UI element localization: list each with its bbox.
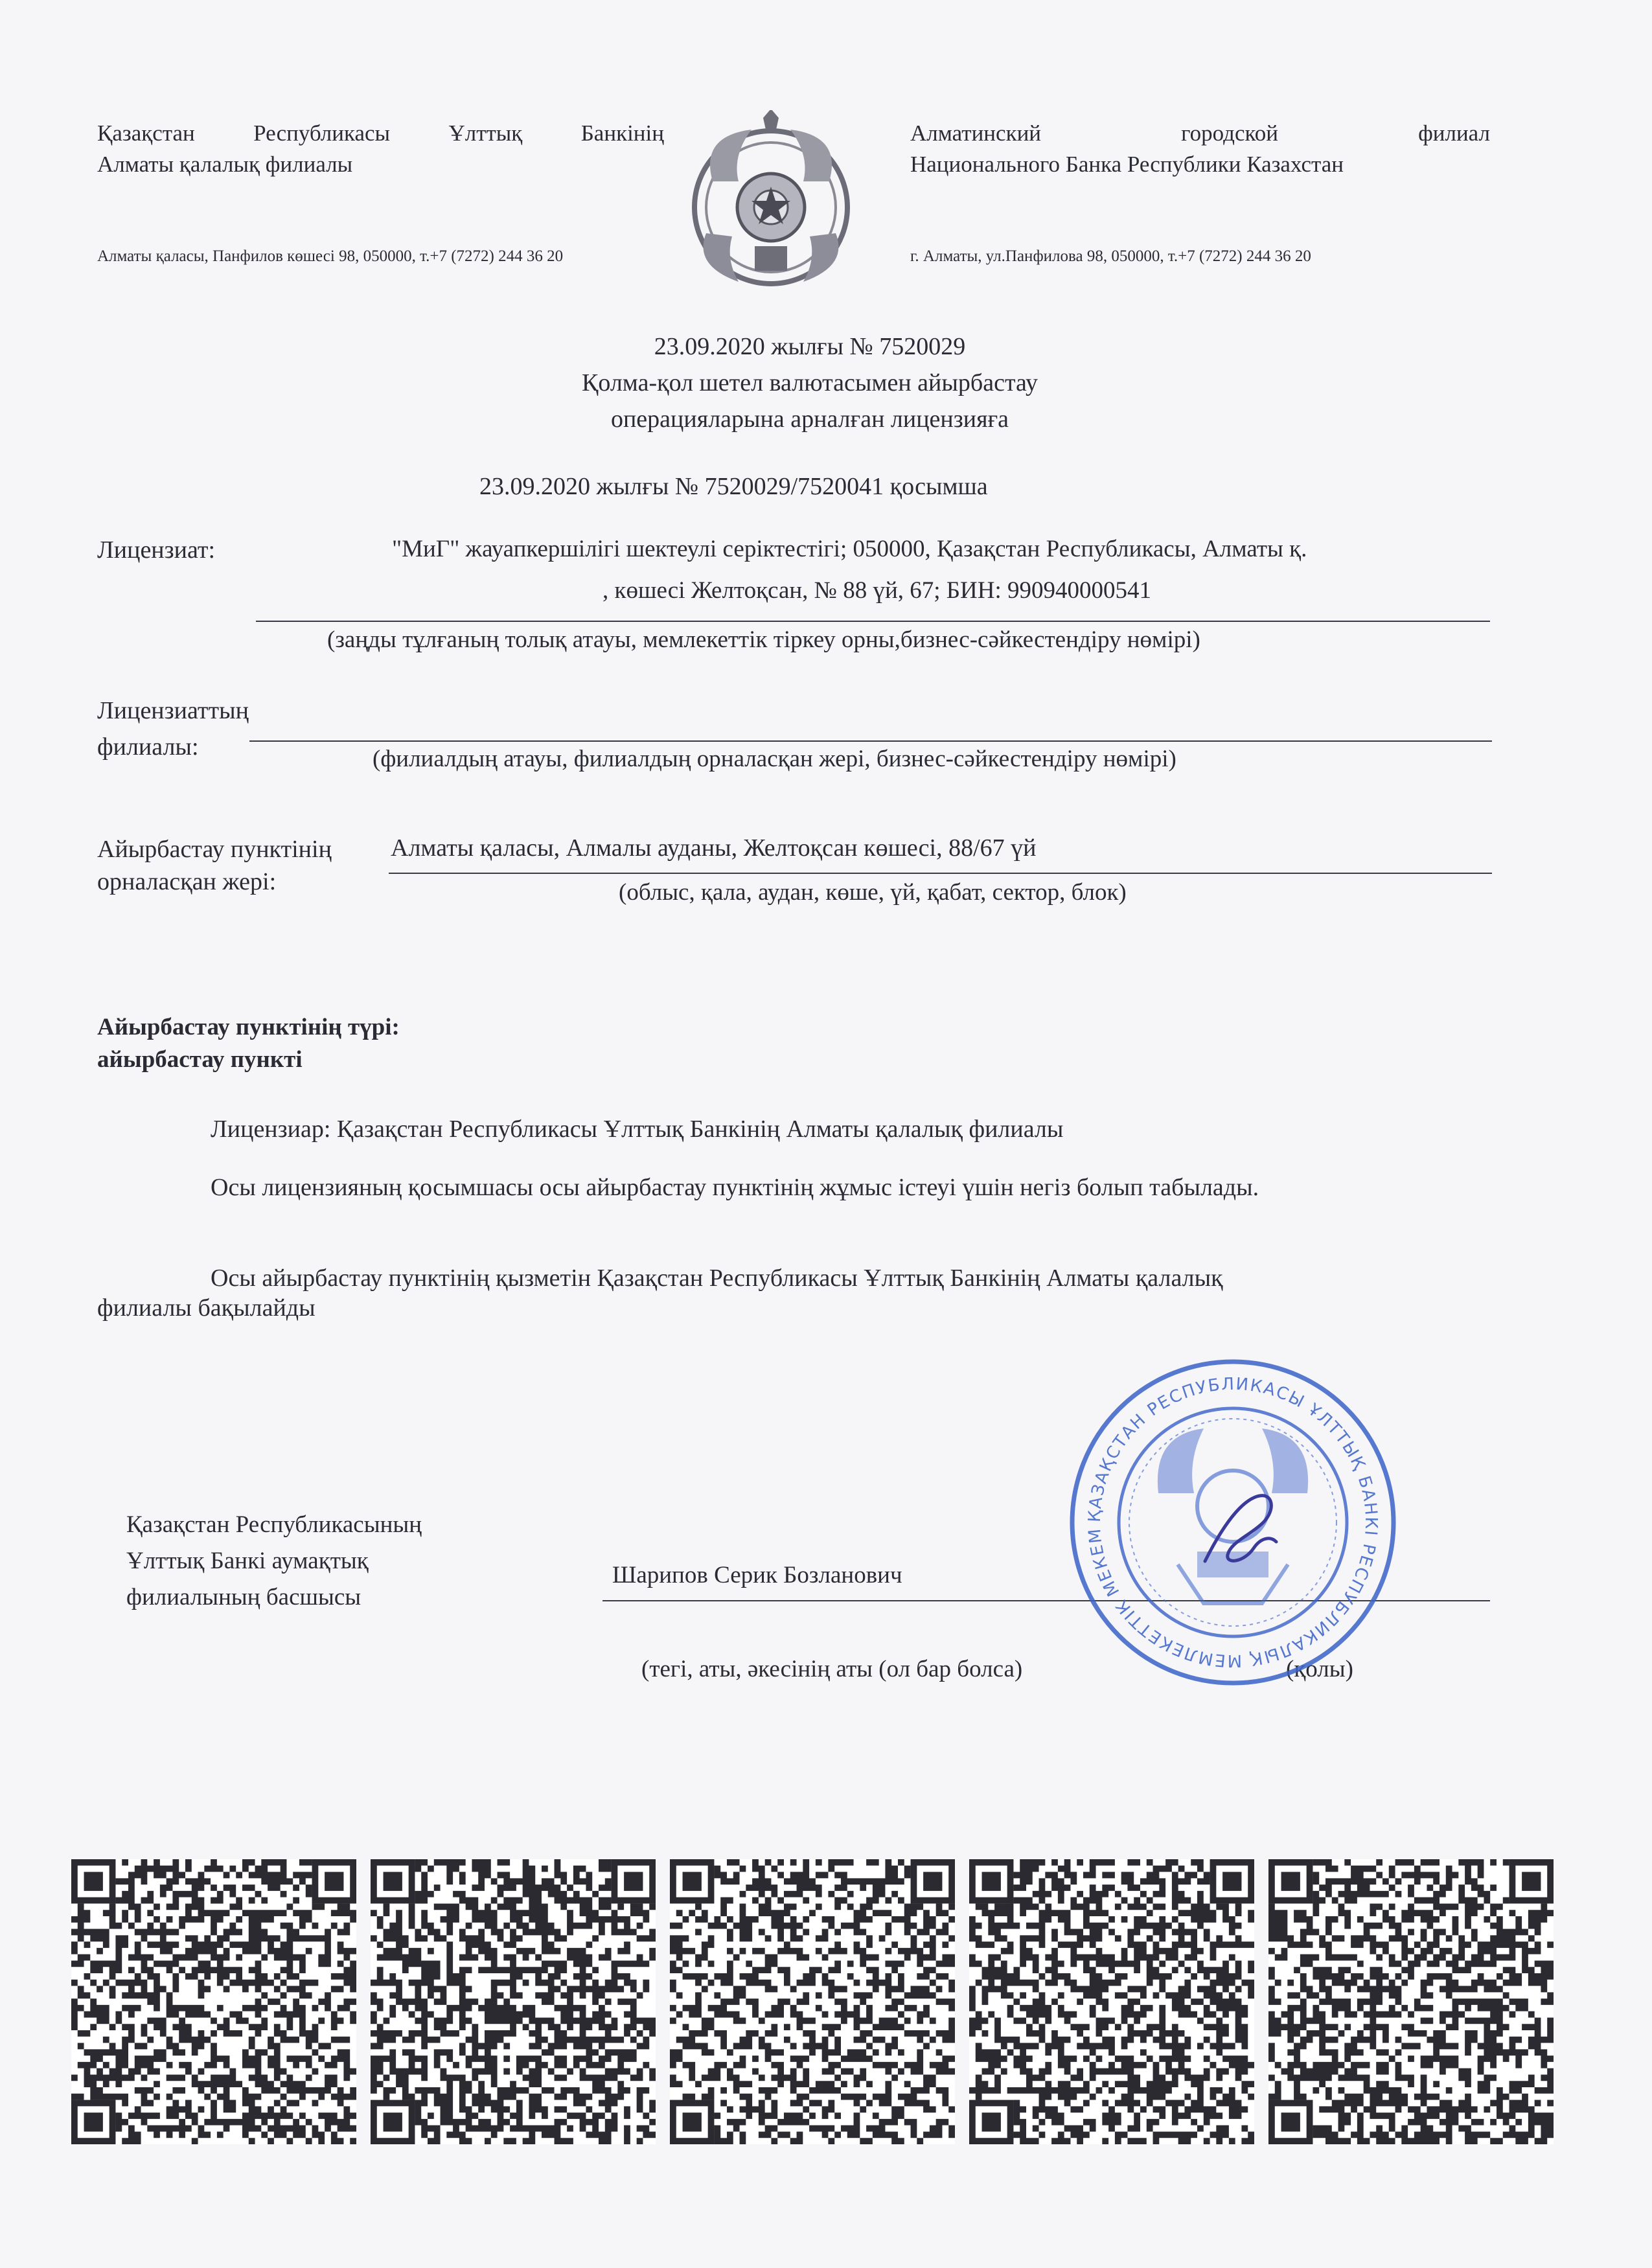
handwritten-signature (1192, 1483, 1289, 1574)
position-line2: Ұлттық Банкі аумақтық (126, 1548, 369, 1574)
header-left-line2: Алматы қалалық филиалы (97, 152, 353, 177)
signatory-name: Шарипов Серик Бозланович (612, 1562, 902, 1588)
qr-code-3 (670, 1859, 955, 2144)
title-license-line2: Қолма-қол шетел валютасымен айырбастау (582, 369, 1038, 396)
qr-code-1-graphic (71, 1859, 356, 2144)
location-underline (389, 873, 1492, 874)
position-line3: филиалының басшысы (126, 1584, 361, 1610)
licensee-value-line2: , көшесі Желтоқсан, № 88 үй, 67; БИН: 990940000541 (602, 577, 1152, 604)
qr-code-5-graphic (1268, 1859, 1554, 2144)
location-label-line1: Айырбастау пунктінің (97, 836, 332, 863)
header-left-address: Алматы қаласы, Панфилов көшесі 98, 050000, т.+7 (7272) 244 36 20 (97, 247, 564, 265)
location-label-line2: орналасқан жері: (97, 868, 277, 895)
qr-code-4 (969, 1859, 1254, 2144)
type-value: айырбастау пункті (97, 1046, 303, 1073)
stamp-text: ҚАЗАҚСТАН РЕСПУБЛИКАСЫ ҰЛТТЫҚ БАНКІ РЕСПУБЛИКАЛЫҚ МЕМЛЕКЕТТІК МЕКЕМ (1084, 1374, 1381, 1671)
qr-code-3-graphic (670, 1859, 955, 2144)
licensee-value-line1: "МиГ" жауапкершілігі шектеулі серіктестігі; 050000, Қазақстан Республикасы, Алматы қ. (392, 536, 1307, 562)
type-heading: Айырбастау пунктінің түрі: (97, 1014, 400, 1040)
control-text-line2: филиалы бақылайды (97, 1294, 315, 1322)
title-license-line3: операцияларына арналған лицензияға (610, 406, 1009, 433)
header-right-line1: Алматинский городской филиал (910, 120, 1490, 146)
qr-code-5 (1268, 1859, 1554, 2144)
header-right-line2: Национального Банка Республики Казахстан (910, 152, 1344, 177)
licensee-underline (256, 621, 1490, 622)
qr-code-4-graphic (969, 1859, 1254, 2144)
title-appendix: 23.09.2020 жылғы № 7520029/7520041 қосымша (479, 473, 988, 500)
licensee-label: Лицензиат: (97, 536, 216, 564)
qr-code-2-graphic (371, 1859, 656, 2144)
caption-signature: (қолы) (1286, 1656, 1353, 1682)
branch-underline (249, 740, 1492, 742)
state-emblem (687, 110, 855, 304)
title-license-number: 23.09.2020 жылғы № 7520029 (654, 333, 966, 360)
qr-code-2 (371, 1859, 656, 2144)
caption-name: (тегі, аты, әкесінің аты (ол бар болса) (641, 1656, 1023, 1682)
branch-caption: (филиалдың атауы, филиалдың орналасқан жері, бизнес-сәйкестендіру нөмірі) (373, 746, 1176, 772)
header-left-line1: Қазақстан Республикасы Ұлттық Банкінің (97, 120, 664, 146)
basis-text: Осы лицензияның қосымшасы осы айырбастау пунктінің жұмыс істеуі үшін негіз болып табылады. (211, 1174, 1259, 1201)
header-right-address: г. Алматы, ул.Панфилова 98, 050000, т.+7 (7272) 244 36 20 (910, 247, 1311, 265)
position-line1: Қазақстан Республикасының (126, 1511, 422, 1538)
branch-label-line2: филиалы: (97, 733, 199, 761)
location-caption: (облыс, қала, аудан, көше, үй, қабат, сектор, блок) (619, 879, 1127, 906)
licensee-caption: (заңды тұлғаның толық атауы, мемлекеттік тіркеу орны,бизнес-сәйкестендіру нөмірі) (327, 626, 1200, 653)
location-value: Алматы қаласы, Алмалы ауданы, Желтоқсан көшесі, 88/67 үй (391, 834, 1037, 862)
control-text-line1: Осы айырбастау пунктінің қызметін Қазақстан Республикасы Ұлттық Банкінің Алматы қалалық (211, 1265, 1223, 1292)
licensor-text: Лицензиар: Қазақстан Республикасы Ұлттық Банкінің Алматы қалалық филиалы (211, 1116, 1064, 1143)
qr-code-1 (71, 1859, 356, 2144)
branch-label-line1: Лицензиаттың (97, 697, 249, 724)
